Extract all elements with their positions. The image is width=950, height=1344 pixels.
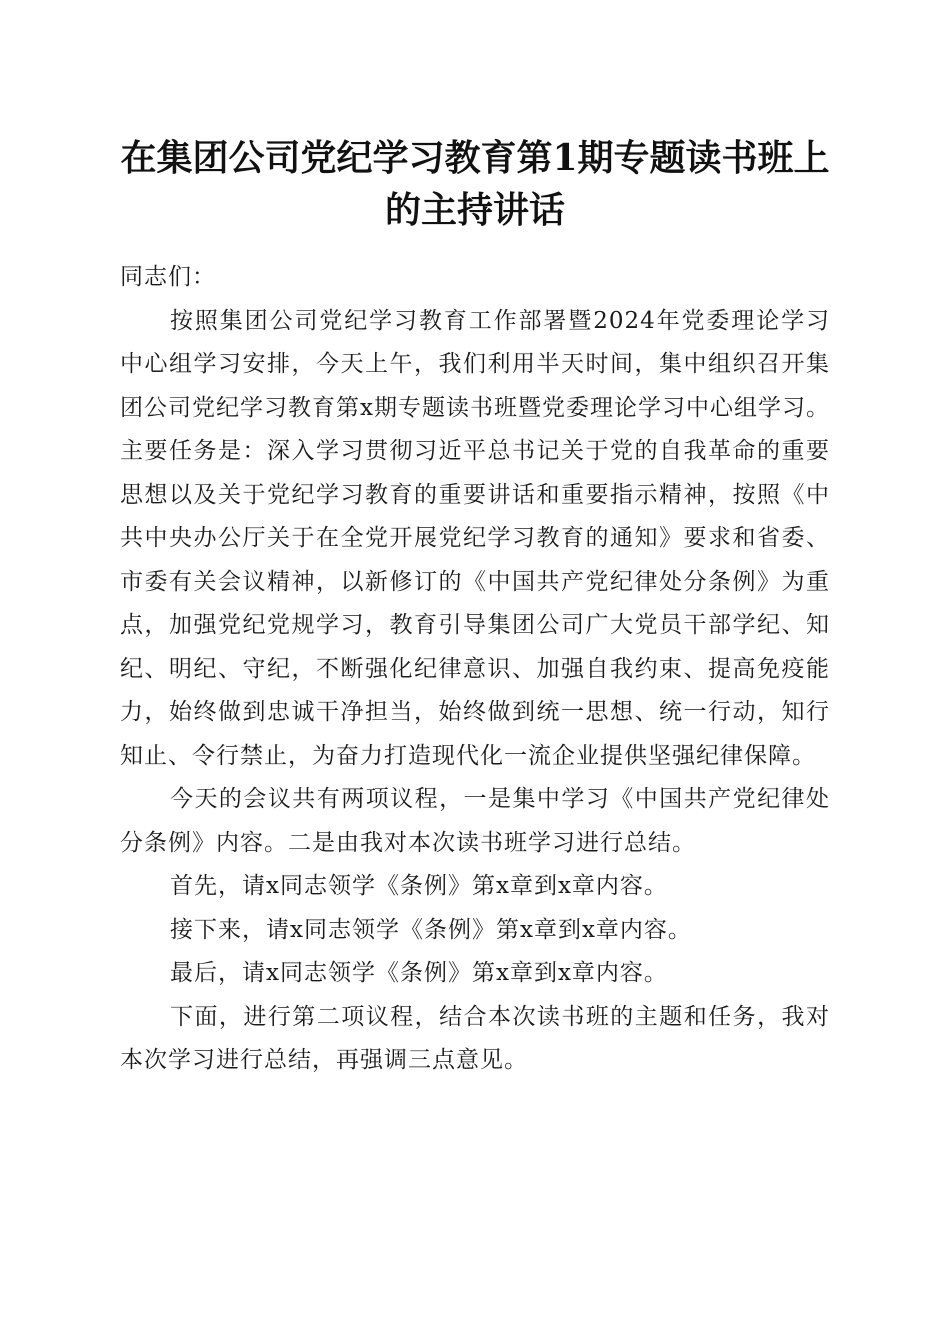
paragraph-intro: 按照集团公司党纪学习教育工作部署暨2024年党委理论学习中心组学习安排，今天上午，我们利用半天时间，集中组织召开集团公司党纪学习教育第x期专题读书班暨党委理论学习中心组学习。主要任务是：深入学习贯彻习近平总书记关于党的自我革命的重要思想以及关于党纪学习教育的重要讲话和重要指示精神，按照《中共中央办公厅关于在全党开展党纪学习教育的通知》要求和省委、市委有关会议精神，以新修订的《中国共产党纪律处分条例》为重点，加强党纪党规学习，教育引导集团公司广大党员干部学纪、知纪、明纪、守纪，不断强化纪律意识、加强自我约束、提高免疫能力，始终做到忠诚干净担当，始终做到统一思想、统一行动，知行知止、令行禁止，为奋力打造现代化一流企业提供坚强纪律保障。 [120, 307, 830, 769]
title-line-1: 在集团公司党纪学习教育第1期专题读书班上 [120, 137, 830, 179]
title-line-2: 的主持讲话 [384, 189, 565, 231]
paragraph-first-reading: 首先，请x同志领学《条例》第x章到x章内容。 [170, 873, 668, 899]
document-body [120, 256, 830, 1083]
paragraph-third-reading: 最后，请x同志领学《条例》第x章到x章内容。 [170, 960, 668, 986]
paragraph-agenda: 今天的会议共有两项议程，一是集中学习《中国共产党纪律处分条例》内容。二是由我对本次读书班学习进行总结。 [120, 786, 830, 856]
paragraph-second-reading: 接下来，请x同志领学《条例》第x章到x章内容。 [170, 916, 692, 943]
paragraph-summary: 下面，进行第二项议程，结合本次读书班的主题和任务，我对本次学习进行总结，再强调三点意见。 [120, 1003, 830, 1073]
salutation: 同志们： [120, 264, 216, 290]
document-title [110, 132, 840, 236]
